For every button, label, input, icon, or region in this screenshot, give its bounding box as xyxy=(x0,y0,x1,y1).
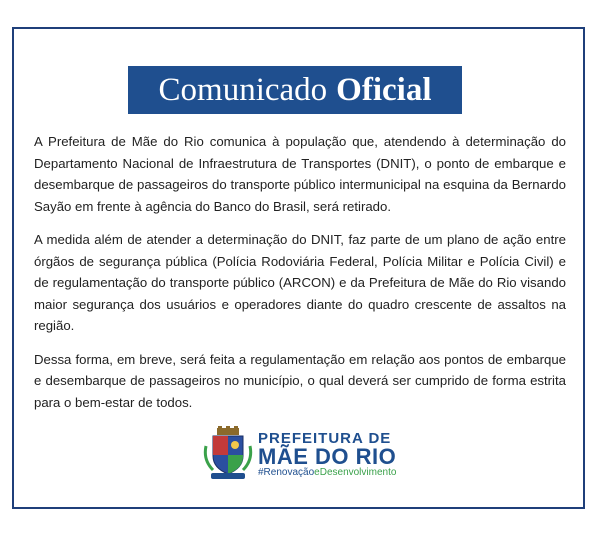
prefeitura-logo xyxy=(203,426,413,482)
notice-title xyxy=(128,66,462,114)
municipal-coat-of-arms-icon xyxy=(203,426,253,482)
logo-prefeitura-text: PREFEITURA DE xyxy=(258,430,392,447)
notice-paragraph-3: Dessa forma, em breve, será feita a regulamentação em relação aos pontos de embarque e desembarque de passageiros no município, o qual deverá ser cumprido de forma estrita para o bem-estar de todos. xyxy=(34,351,566,410)
logo-hashtag-part-a: #Renovação xyxy=(258,467,315,478)
notice-paragraph-2: A medida além de atender a determinação do DNIT, faz parte de um plano de ação entre órgãos de segurança pública (Polícia Rodoviária Federal, Polícia Militar e Polícia Civil) e de regulamentação do transporte público (ARCON) e da Prefeitura de Mãe do Rio visando maior segurança dos usuários e operadores diante do quadro crescente de assaltos na região. xyxy=(34,232,566,333)
notice-body xyxy=(34,131,566,425)
notice-paragraph-1: A Prefeitura de Mãe do Rio comunica à população que, atendendo à determinação do Departamento Nacional de Infraestrutura de Transportes (DNIT), o ponto de embarque e desembarque de passageiros do transporte público intermunicipal na esquina da Bernardo Sayão em frente à agência do Banco do Brasil, será retirado. xyxy=(34,134,566,214)
notice-title-regular: Comunicado xyxy=(158,71,328,108)
logo-hashtag-part-b: eDesenvolvimento xyxy=(314,467,397,478)
logo-city-name: MÃE DO RIO xyxy=(258,444,397,469)
logo-hashtag xyxy=(258,467,396,478)
notice-title-bold: Oficial xyxy=(336,71,432,108)
